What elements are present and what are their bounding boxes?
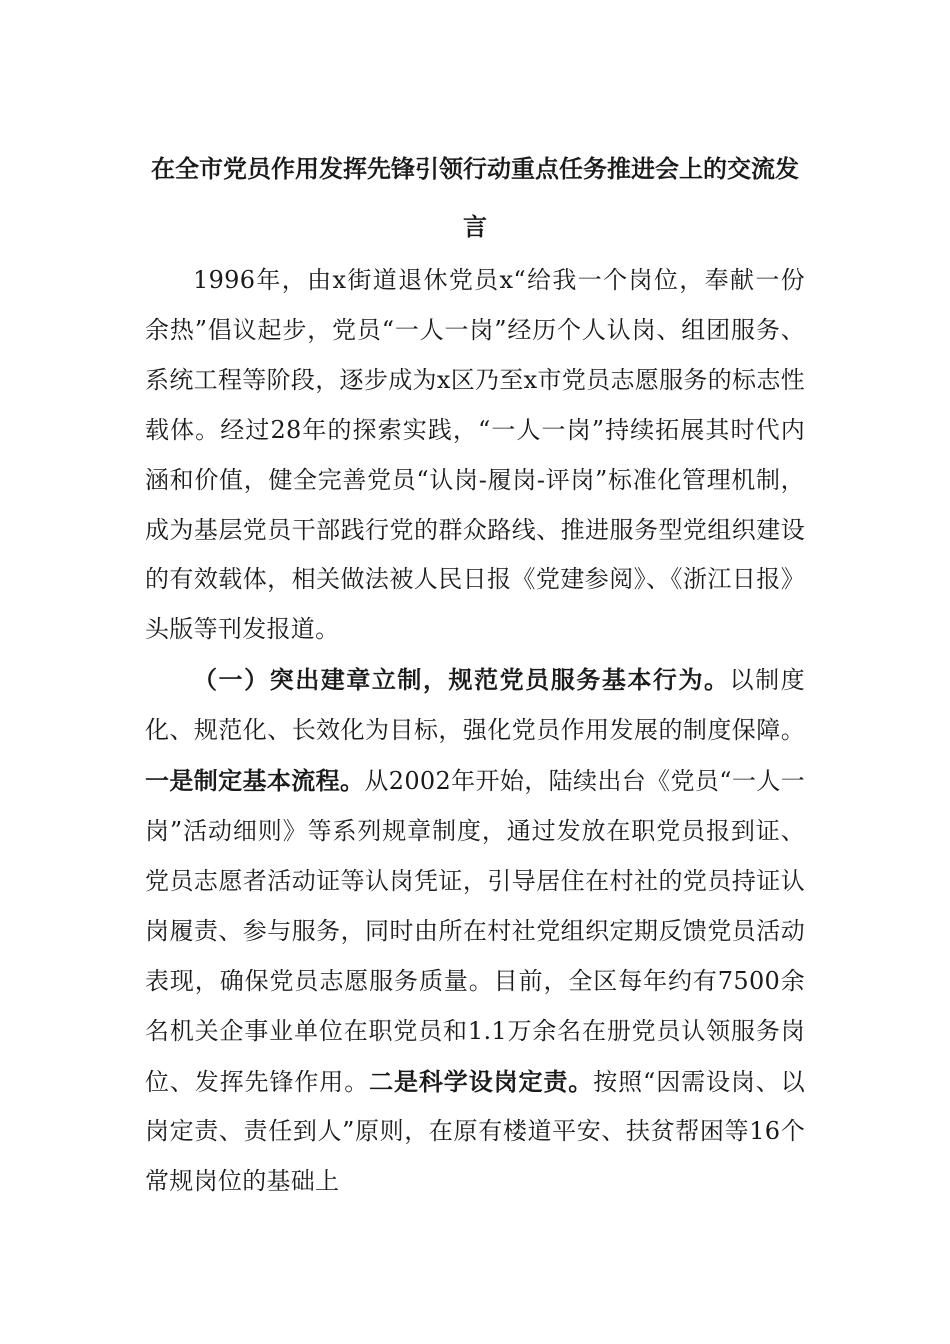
document-page bbox=[145, 140, 805, 1207]
section-1-text: 以制度化、规范化、长效化为目标，强化党员作用发展的制度保障。 bbox=[145, 666, 805, 745]
point-2-heading: 二是科学设岗定责。 bbox=[369, 1066, 594, 1096]
point-2-text: 按照“因需设岗、以岗定责、责任到人”原则，在原有楼道平安、扶贫帮困等16个常规岗位的基础上 bbox=[145, 1067, 805, 1196]
point-1-heading: 一是制定基本流程。 bbox=[145, 766, 365, 796]
section-1-paragraph bbox=[145, 655, 805, 1207]
section-1-heading: （一）突出建章立制，规范党员服务基本行为。 bbox=[193, 665, 730, 695]
intro-paragraph: 1996年，由x街道退休党员x“给我一个岗位，奉献一份余热”倡议起步，党员“一人一岗”经历个人认岗、组团服务、系统工程等阶段，逐步成为x区乃至x市党员志愿服务的标志性载体。经过28年的探索实践，“一人一岗”持续拓展其时代内涵和价值，健全完善党员“认岗-履岗-评岗”标准化管理机制，成为基层党员干部践行党的群众路线、推进服务型党组织建设的有效载体，相关做法被人民日报《党建参阅》、《浙江日报》头版等刊发报道。 bbox=[145, 266, 805, 644]
point-1-text: 从2002年开始，陆续出台《党员“一人一岗”活动细则》等系列规章制度，通过发放在职党员报到证、党员志愿者活动证等认岗凭证，引导居住在村社的党员持证认岗履责、参与服务，同时由所在村社党组织定期反馈党员活动表现，确保党员志愿服务质量。目前，全区每年约有7500余名机关企事业单位在职党员和1.1万余名在册党员认领服务岗位、发挥先锋作用。 bbox=[145, 767, 805, 1096]
document-title: 在全市党员作用发挥先锋引领行动重点任务推进会上的交流发言 bbox=[151, 154, 799, 241]
